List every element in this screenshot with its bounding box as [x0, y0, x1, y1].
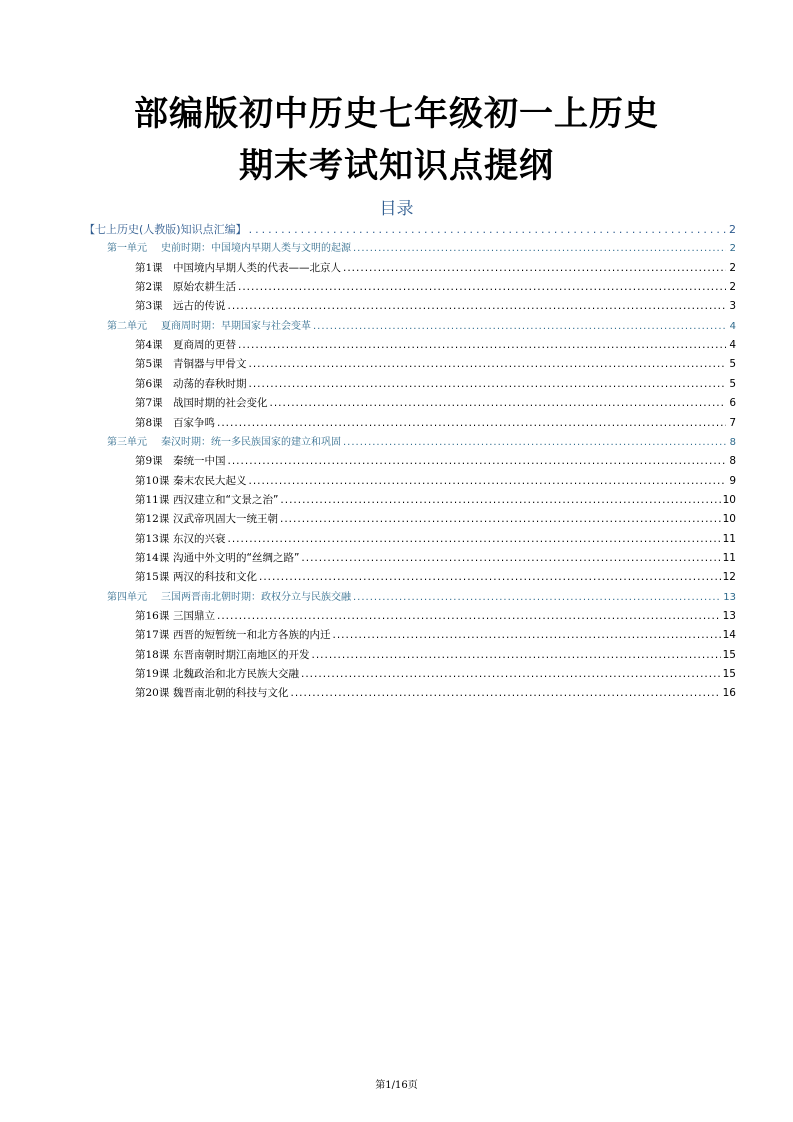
- toc-entry-lesson[interactable]: [135, 394, 736, 413]
- toc-dot-leader: [249, 220, 726, 239]
- toc-entry-label: [84, 220, 247, 239]
- toc-entry-text: 沟通中外文明的“丝绸之路”: [173, 551, 300, 564]
- document-title-line1: 部编版初中历史七年级初一上历史: [134, 94, 659, 134]
- toc-entry-label: [135, 568, 257, 587]
- toc-entry-label: [135, 297, 226, 316]
- toc-dot-leader: [249, 355, 727, 374]
- toc-dot-leader: [312, 646, 721, 665]
- toc-entry-text: 动荡的春秋时期: [173, 377, 247, 390]
- toc-entry-text: 秦末农民大起义: [173, 474, 247, 487]
- toc-entry-label: [135, 259, 341, 278]
- toc-entry-lesson[interactable]: [135, 510, 736, 529]
- toc-entry-label: [107, 317, 311, 336]
- toc-dot-leader: [259, 568, 721, 587]
- toc-dot-leader: [333, 626, 721, 645]
- toc-entry-number: 第6课: [135, 377, 163, 390]
- toc-entry-label: [135, 414, 215, 433]
- toc-entry-text: 秦统一中国: [173, 455, 226, 468]
- toc-dot-leader: [343, 259, 726, 278]
- toc-entry-number: 第一单元: [107, 243, 147, 255]
- toc-entry-label: [135, 472, 247, 491]
- toc-entry-text: 夏商周时期：早期国家与社会变革: [161, 320, 311, 332]
- toc-entry-page: 2: [729, 281, 736, 294]
- toc-entry-number: 第13课: [135, 532, 170, 545]
- toc-entry-lesson[interactable]: [135, 452, 736, 471]
- toc-entry-label: [135, 607, 215, 626]
- toc-entry-lesson[interactable]: [135, 414, 736, 433]
- toc-entry-text: 史前时期：中国境内早期人类与文明的起源: [161, 243, 351, 255]
- toc-entry-number: 第16课: [135, 610, 170, 622]
- toc-entry-text: 三国鼎立: [173, 610, 215, 622]
- toc-entry-unit[interactable]: [107, 239, 736, 258]
- toc-entry-lesson[interactable]: [135, 259, 736, 278]
- toc-entry-page: 5: [729, 358, 736, 371]
- toc-entry-number: 第7课: [135, 397, 163, 410]
- toc-entry-number: 第5课: [135, 358, 163, 371]
- toc-entry-number: 第12课: [135, 513, 170, 526]
- toc-entry-page: 13: [722, 610, 736, 622]
- toc-entry-number: 第11课: [135, 493, 170, 506]
- toc-entry-page: 3: [729, 300, 736, 313]
- toc-entry-label: [135, 278, 236, 297]
- toc-entry-page: 2: [729, 243, 736, 255]
- toc-entry-root[interactable]: [84, 220, 736, 239]
- toc-entry-unit[interactable]: [107, 317, 736, 336]
- toc-entry-number: 第四单元: [107, 591, 147, 603]
- toc-entry-page: 15: [722, 668, 736, 681]
- toc-entry-label: [135, 510, 278, 529]
- toc-entry-page: 16: [722, 687, 736, 700]
- toc-entry-page: 7: [729, 416, 736, 429]
- toc-entry-number: 第2课: [135, 281, 163, 294]
- toc-dot-leader: [353, 588, 721, 607]
- toc-entry-label: [107, 433, 341, 452]
- toc-dot-leader: [301, 665, 721, 684]
- toc-entry-page: 11: [722, 532, 736, 545]
- toc-entry-page: 15: [722, 648, 736, 661]
- toc-entry-page: 12: [722, 571, 736, 584]
- toc-entry-lesson[interactable]: [135, 549, 736, 568]
- toc-entry-page: 4: [729, 339, 736, 352]
- toc-entry-lesson[interactable]: [135, 665, 736, 684]
- toc-entry-lesson[interactable]: [135, 626, 736, 645]
- toc-entry-label: [135, 452, 226, 471]
- toc-entry-lesson[interactable]: [135, 336, 736, 355]
- toc-entry-text: 魏晋南北朝的科技与文化: [173, 687, 289, 700]
- toc-entry-label: [135, 549, 299, 568]
- toc-entry-page: 2: [729, 261, 736, 274]
- toc-entry-page: 8: [729, 455, 736, 468]
- toc-dot-leader: [270, 394, 727, 413]
- toc-entry-text: 西晋的短暂统一和北方各族的内迁: [173, 629, 331, 642]
- toc-dot-leader: [249, 375, 727, 394]
- toc-entry-lesson[interactable]: [135, 472, 736, 491]
- toc-entry-page: 10: [722, 493, 736, 506]
- page-footer: 第1/16页: [375, 1080, 418, 1091]
- toc-dot-leader: [313, 317, 726, 336]
- toc-entry-page: 4: [729, 320, 736, 332]
- toc-entry-number: 第1课: [135, 261, 163, 274]
- toc-heading: 目录: [379, 199, 414, 219]
- toc-entry-number: 第10课: [135, 474, 170, 487]
- toc-dot-leader: [217, 607, 721, 626]
- toc-entry-number: 第15课: [135, 571, 170, 584]
- toc-entry-lesson[interactable]: [135, 297, 736, 316]
- toc-entry-text: 西汉建立和“文景之治”: [173, 493, 279, 506]
- toc-entry-label: [135, 394, 268, 413]
- toc-entry-number: 第3课: [135, 300, 163, 313]
- toc-dot-leader: [228, 452, 727, 471]
- toc-entry-lesson[interactable]: [135, 355, 736, 374]
- toc-entry-number: 第9课: [135, 455, 163, 468]
- toc-entry-label: [135, 665, 299, 684]
- toc-entry-label: [135, 530, 226, 549]
- toc-entry-text: 战国时期的社会变化: [173, 397, 268, 410]
- toc-entry-number: 第三单元: [107, 436, 147, 448]
- toc-dot-leader: [343, 433, 726, 452]
- toc-entry-lesson[interactable]: [135, 491, 736, 510]
- toc-entry-unit[interactable]: [107, 433, 736, 452]
- toc-entry-text: 中国境内早期人类的代表——北京人: [173, 261, 341, 274]
- toc-entry-page: 8: [729, 436, 736, 448]
- toc-entry-text: 【七上历史(人教版)知识点汇编】: [84, 223, 247, 236]
- toc-entry-label: [135, 626, 331, 645]
- toc-entry-number: 第20课: [135, 687, 170, 700]
- toc-dot-leader: [249, 472, 727, 491]
- toc-entry-label: [135, 646, 310, 665]
- toc-dot-leader: [280, 491, 720, 510]
- toc-entry-label: [135, 491, 278, 510]
- toc-entry-page: 14: [722, 629, 736, 642]
- toc-entry-page: 6: [729, 397, 736, 410]
- toc-entry-label: [107, 588, 351, 607]
- toc-dot-leader: [353, 239, 726, 258]
- toc-entry-lesson[interactable]: [135, 646, 736, 665]
- toc-entry-page: 10: [722, 513, 736, 526]
- toc-entry-page: 13: [723, 591, 736, 603]
- toc-entry-text: 东汉的兴衰: [173, 532, 226, 545]
- toc-dot-leader: [280, 510, 721, 529]
- toc-entry-lesson[interactable]: [135, 607, 736, 626]
- toc-entry-label: [135, 684, 289, 703]
- toc-entry-number: 第14课: [135, 551, 170, 564]
- toc-entry-label: [135, 336, 236, 355]
- toc-entry-label: [135, 375, 247, 394]
- toc-dot-leader: [228, 530, 721, 549]
- toc-entry-lesson[interactable]: [135, 278, 736, 297]
- toc-entry-number: 第4课: [135, 339, 163, 352]
- toc-entry-page: 9: [729, 474, 736, 487]
- toc-entry-text: 东晋南朝时期江南地区的开发: [173, 648, 310, 661]
- toc-entry-lesson[interactable]: [135, 375, 736, 394]
- toc-entry-text: 秦汉时期：统一多民族国家的建立和巩固: [161, 436, 341, 448]
- toc-entry-text: 百家争鸣: [173, 416, 215, 429]
- toc-entry-number: 第二单元: [107, 320, 147, 332]
- toc-entry-text: 两汉的科技和文化: [173, 571, 257, 584]
- toc-entry-number: 第17课: [135, 629, 170, 642]
- toc-entry-lesson[interactable]: [135, 684, 736, 703]
- toc-entry-text: 原始农耕生活: [173, 281, 236, 294]
- toc-entry-text: 北魏政治和北方民族大交融: [173, 668, 299, 681]
- toc-entry-lesson[interactable]: [135, 530, 736, 549]
- toc-entry-page: 2: [729, 223, 736, 236]
- document-title-line2: 期末考试知识点提纲: [239, 146, 554, 186]
- toc-entry-number: 第8课: [135, 416, 163, 429]
- toc-entry-text: 远古的传说: [173, 300, 226, 313]
- toc-entry-text: 夏商周的更替: [173, 339, 236, 352]
- toc-entry-label: [135, 355, 247, 374]
- toc-dot-leader: [228, 297, 727, 316]
- toc-dot-leader: [217, 414, 726, 433]
- toc-entry-number: 第18课: [135, 648, 170, 661]
- toc-entry-lesson[interactable]: [135, 568, 736, 587]
- toc-entry-number: 第19课: [135, 668, 170, 681]
- toc-entry-text: 青铜器与甲骨文: [173, 358, 247, 371]
- toc-entry-page: 11: [722, 551, 736, 564]
- toc-entry-page: 5: [729, 377, 736, 390]
- toc-entry-text: 汉武帝巩固大一统王朝: [173, 513, 278, 526]
- toc-dot-leader: [238, 336, 726, 355]
- toc-entry-text: 三国两晋南北朝时期：政权分立与民族交融: [161, 591, 351, 603]
- toc-dot-leader: [238, 278, 726, 297]
- toc-dot-leader: [301, 549, 720, 568]
- toc-dot-leader: [291, 684, 721, 703]
- toc-entry-unit[interactable]: [107, 588, 736, 607]
- toc-entry-label: [107, 239, 351, 258]
